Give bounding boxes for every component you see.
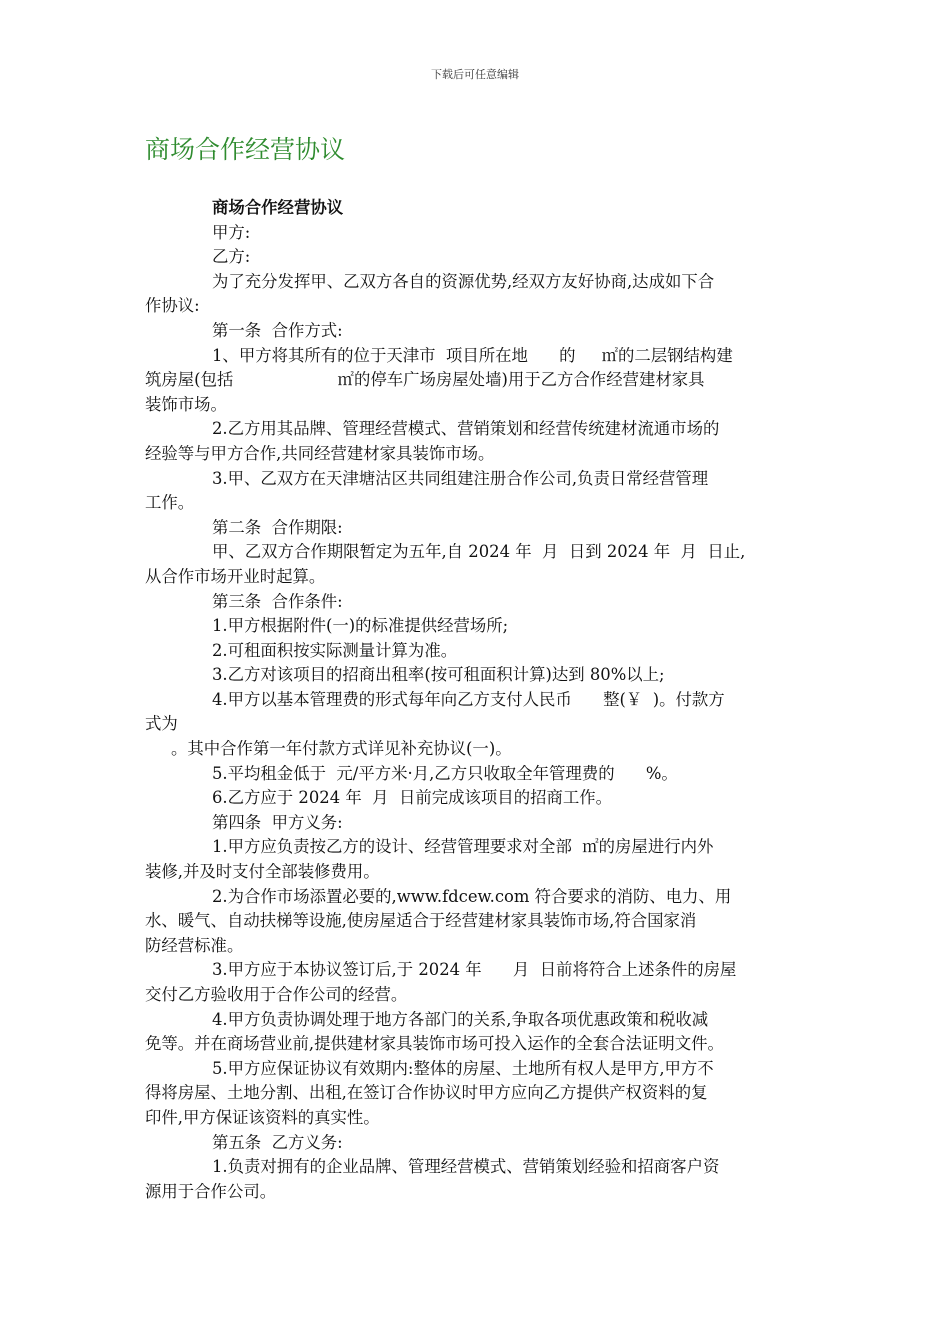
paragraph-line: 防经营标准。 (145, 935, 244, 955)
paragraph-line: 1.甲方应负责按乙方的设计、经营管理要求对全部 ㎡的房屋进行内外 (212, 837, 714, 857)
paragraph-line: 1.负责对拥有的企业品牌、管理经营模式、营销策划经验和招商客户资 (212, 1157, 720, 1177)
paragraph-line: 工作。 (145, 493, 195, 513)
paragraph-line: 3.乙方对该项目的招商出租率(按可租面积计算)达到 80%以上; (212, 665, 665, 685)
paragraph-line: 1、甲方将其所有的位于天津市 项目所在地 的 ㎡的二层钢结构建 (212, 345, 733, 365)
paragraph-line: 4.甲方负责协调处理于地方各部门的关系,争取各项优惠政策和税收减 (212, 1009, 709, 1029)
paragraph-line: 3.甲方应于本协议签订后,于 2024 年 月 日前将符合上述条件的房屋 (212, 960, 737, 980)
paragraph-line: 甲、乙双方合作期限暂定为五年,自 2024 年 月 日到 2024 年 月 日止, (212, 542, 746, 562)
paragraph-line: 筑房屋(包括 ㎡的停车广场房屋处墙)用于乙方合作经营建材家具 (145, 370, 705, 390)
paragraph-line: 2.为合作市场添置必要的,www.fdcew.com 符合要求的消防、电力、用 (212, 886, 732, 906)
paragraph-line: 甲方: (212, 222, 251, 242)
paragraph-line: 4.甲方以基本管理费的形式每年向乙方支付人民币 整(￥ )。付款方 (212, 689, 725, 709)
paragraph-line: 式为 (145, 714, 178, 734)
document-title: 商场合作经营协议 (145, 135, 346, 164)
paragraph-line: 乙方: (212, 247, 251, 267)
paragraph-line: 水、暖气、自动扶梯等设施,使房屋适合于经营建材家具装饰市场,符合国家消 (145, 911, 697, 931)
article-heading: 第一条 合作方式: (212, 320, 343, 340)
paragraph-line: 得将房屋、土地分割、出租,在签订合作协议时甲方应向乙方提供产权资料的复 (145, 1083, 708, 1103)
section-heading: 商场合作经营协议 (212, 198, 344, 217)
paragraph-line: 装修,并及时支付全部装修费用。 (145, 862, 380, 882)
paragraph-line: 印件,甲方保证该资料的真实性。 (145, 1107, 380, 1127)
article-heading: 第二条 合作期限: (212, 517, 343, 537)
paragraph-line: 2.乙方用其品牌、管理经营模式、营销策划和经营传统建材流通市场的 (212, 419, 720, 439)
paragraph-line: 3.甲、乙双方在天津塘沽区共同组建注册合作公司,负责日常经营管理 (212, 468, 709, 488)
paragraph-line: 5.甲方应保证协议有效期内:整体的房屋、土地所有权人是甲方,甲方不 (212, 1058, 714, 1078)
paragraph-line: 2.可租面积按实际测量计算为准。 (212, 640, 458, 660)
paragraph-line: 从合作市场开业时起算。 (145, 566, 326, 586)
article-heading: 第四条 甲方义务: (212, 812, 343, 832)
paragraph-line: 5.平均租金低于 元/平方米·月,乙方只收取全年管理费的 %。 (212, 763, 678, 783)
document-body (145, 196, 810, 1204)
article-heading: 第三条 合作条件: (212, 591, 343, 611)
paragraph-line: 。其中合作第一年付款方式详见补充协议(一)。 (171, 739, 512, 759)
paragraph-line: 交付乙方验收用于合作公司的经营。 (145, 985, 408, 1004)
paragraph-line: 源用于合作公司。 (145, 1181, 277, 1201)
paragraph-line: 作协议: (145, 296, 200, 316)
paragraph-line: 免等。并在商场营业前,提供建材家具装饰市场可投入运作的全套合法证明文件。 (145, 1034, 724, 1054)
paragraph-line: 为了充分发挥甲、乙双方各自的资源优势,经双方友好协商,达成如下合 (212, 271, 715, 291)
article-heading: 第五条 乙方义务: (212, 1132, 343, 1152)
paragraph-line: 6.乙方应于 2024 年 月 日前完成该项目的招商工作。 (212, 788, 613, 808)
paragraph-line: 装饰市场。 (145, 394, 227, 414)
paragraph-line: 1.甲方根据附件(一)的标准提供经营场所; (212, 616, 509, 636)
paragraph-line: 经验等与甲方合作,共同经营建材家具装饰市场。 (145, 443, 495, 463)
header-note: 下载后可任意编辑 (431, 68, 519, 81)
